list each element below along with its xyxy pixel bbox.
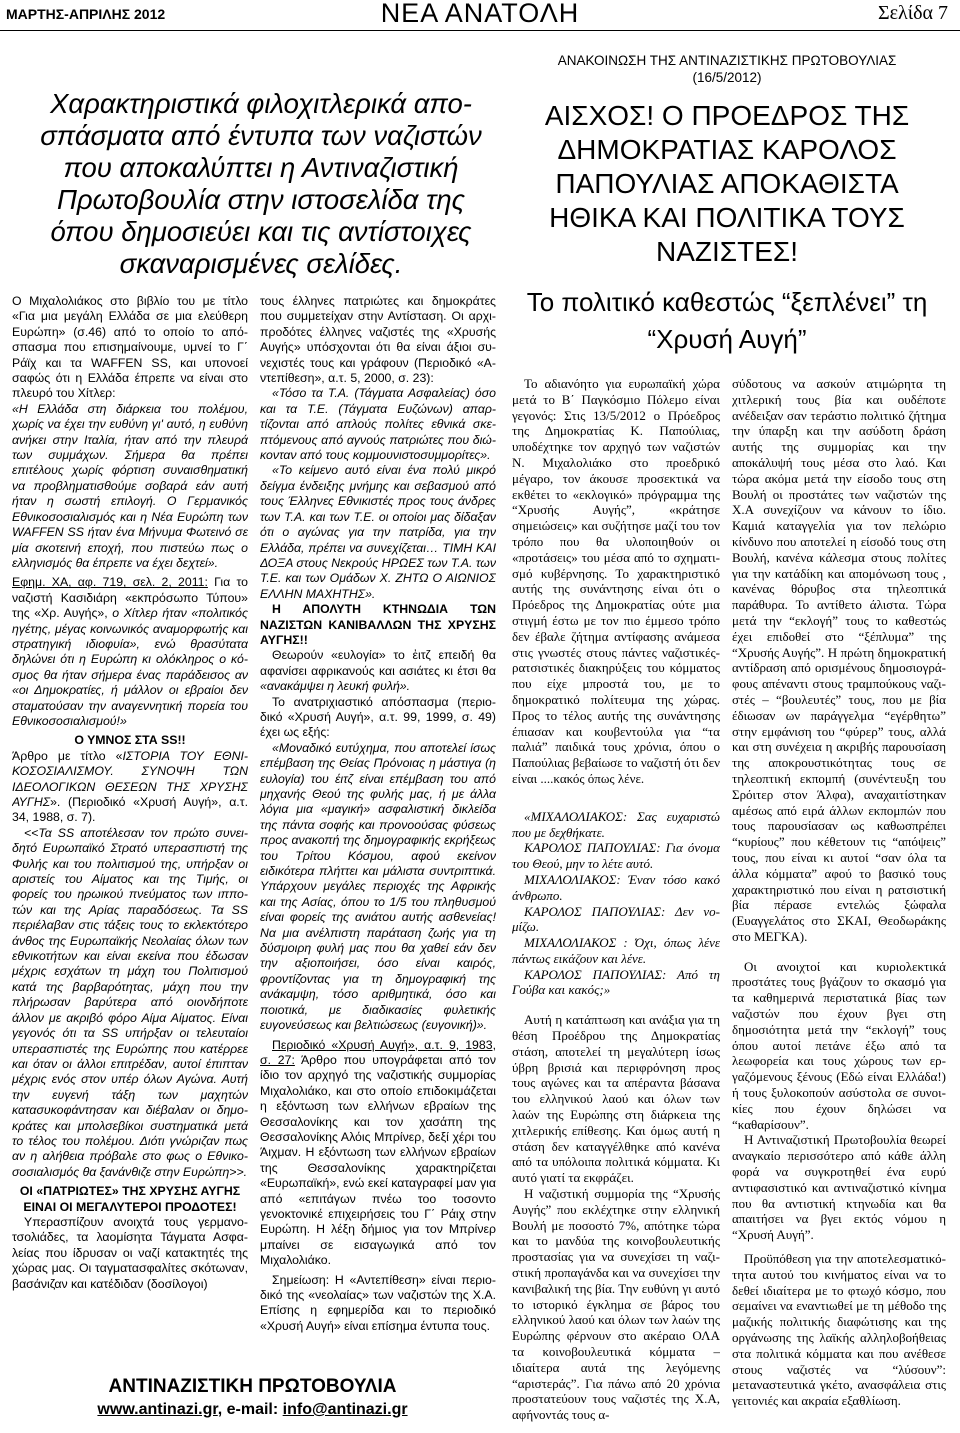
- footer-links: [55, 1399, 450, 1421]
- paragraph: [260, 1038, 496, 1269]
- paragraph: Υπερασπίζουν ανοιχτά τους γερμανοτσολιάδες, τα λαομίσητα Τάγματα Ασφαλείας που ίδρυσαν οι ναζί κατακτητές της χώρας μας. Οι ταγματασφαλίτες σκότωναν, βασάνιζαν και κατέδιδαν (δοσίλογοι): [12, 1214, 248, 1291]
- citation: Εφημ. ΧΑ, αφ. 719, σελ. 2, 2011:: [12, 575, 208, 590]
- text: Άρθρο που υπογράφεται από τον ίδιο τον αρχηγό της ναζιστικής συμμορίας Μιχαλολιάκο, και στο οποίο επιδοκιμάζεται η εξόντωση των ελλήνων εβραίων της Θεσσαλονίκης και τον χασάπη της Θεσσαλονίκης Αλόις Μπρίνερ, δεξί χέρι του Άιχμαν. Η εξόντωση των ελλήνων εβραίων της Θεσσαλονίκης χαρακτηρίζεται «Ευρωπαϊκή», ενώ εκεί καταγραφεί μαν για από «επιτάγων πνέω τοο τοσοντο γενοκτονικέ επιχειρήσεις του Γ΄ Ράιχ στην Ευρώπη. Η λέξη δήμιος για τον Μπρίνερ μπαίνει σε εισαγωγικά από τον Μιχαλολιάκο.: [260, 1052, 496, 1268]
- article-title: ΙΣΤΟΡΙΑ ΤΟΥ ΕΘΝΙΚΟΣΟΣΙΑΛΙΣΜΟΥ. ΣΥΝΟΨΗ ΤΩΝ ΙΔΕΟΛΟΓΙΚΩΝ ΘΕΣΕΩΝ ΤΗΣ ΧΡΥΣΗΣ ΑΥΓΗΣ: [12, 748, 248, 809]
- left-article-title: Χαρακτηριστικά φιλοχιτλερικά αποσπάσματα από έντυπα των ναζιστών που αποκαλύπτει η Αντιναζιστική Πρωτοβουλία στην ιστοσελίδα της όπου δημοσιεύει και τις αντίστοιχες σκαναρισμένες σελίδες.: [40, 88, 482, 279]
- quote: «Η Ελλάδα στη διάρκεια του πολέμου, χωρίς να έχει την ευθύνη γι' αυτό, η ευθύνη ανήκει στην Ιταλία, ήταν από την πλευρά των συμμάχων. Σήμερα θα πρέπει επιτέλους χωρίς φόρτιση συναισθηματική να προβληματισθούμε σοβαρά εάν αυτή ήταν η σωστή επιλογή. Ο Γερμανικός Εθνικοσοσιαλισμός και η Νέα Ευρώπη των WAFFEN SS ήταν ένα Μήνυμα Φωτεινό σε μία σκοτεινή εποχή, που πιστεύω πως ο ελληνισμός θα έπρεπε να έχει δεχτεί».: [12, 401, 248, 570]
- dialogue-line: ΚΑΡΟΛΟΣ ΠΑΠΟΥΛΙΑΣ: Για όνομα του Θεού, μην το λέτε αυτό.: [512, 840, 720, 872]
- subheading: Ο ΥΜΝΟΣ ΣΤΑ SS!!: [74, 733, 186, 748]
- paragraph: [260, 648, 496, 694]
- paragraph: τους έλληνες πατριώτες και δημοκράτες που συμμετείχαν στην Αντίσταση. Οι αρχι-προδότες έλληνες ναζιστές της «Χρυσής Αυγής» υπόσχονται ότι θα είναι άξιοι συνεχιστές τους και γράφουν (Περιοδικό «Αντεπίθεση», α.τ. 5, 2000, σ. 23):: [260, 294, 496, 386]
- text: Θεωρούν «ευλογία» το ἐιτζ επειδή θα αφανίσει αφρικανούς και ασιάτες κι έτσι θα: [260, 648, 496, 678]
- paragraph: [12, 749, 248, 826]
- paragraph: Το ανατριχιαστικό απόσπασμα (περιοδικό «Χρυσή Αυγή», α.τ. 99, 1999, σ. 49) έχει ως εξής:: [260, 694, 496, 740]
- paragraph: Οι ανοιχτοί και κυριολεκτικά προστάτες τους βγάζουν το σκασμό για τα καθημερινά περιστατικά βίας των ναζιστών που έχουν βγει στη δημοσιότητα μετά την “εκλογή” τους όπου αυτοί πετάνε έξω από τα λεωφορεία και τους χώρους των εργαζόμενους ξένους (Εδώ είναι Ελλάδα!) ή τους ξυλοκοπούν ασύστολα σε συνοικίες που έχουν δηλώσει να “καθαρίσουν”.: [732, 958, 946, 1132]
- dialogue-line: «ΜΙΧΑΛΟΛΙΑΚΟΣ: Σας ευχαριστώ που με δεχθήκατε.: [512, 808, 720, 840]
- quote: ο Χίτλερ ήταν «πολιτικός ηγέτης, μέγας κοινωνικός αναμορφωτής και στρατηγική ιδιοφυία», ενώ θρασύτατα δηλώνει ότι η Ευρώπη κι ολόκληρος ο κόσμος θα ήταν σήμερα ένας παράδεισος αν «οι Δημοκρατίες, ή μάλλον οι εβραίοι δεν σταματούσαν την αναγεννητική πορεία του Εθνικοσοσιαλισμού!»: [12, 606, 248, 728]
- kicker-title: ΑΝΑΚΟΙΝΩΣΗ ΤΗΣ ΑΝΤΙΝΑΖΙΣΤΙΚΗΣ ΠΡΩΤΟΒΟΥΛΙΑΣ: [557, 53, 897, 68]
- right-article-subhead: Το πολιτικό καθεστώς “ξεπλένει” τη “Χρυσή Αυγή”: [526, 287, 928, 354]
- announcement-kicker: [512, 52, 942, 86]
- subheading: ΟΙ «ΠΑΤΡΙΩΤΕΣ» ΤΗΣ ΧΡΥΣΗΣ ΑΥΓΗΣ ΕΙΝΑΙ ΟΙ ΜΕΓΑΛΥΤΕΡΟΙ ΠΡΟΔΟΤΕΣ!: [19, 1184, 241, 1214]
- page-header: [0, 0, 960, 31]
- paragraph: Η ναζιστική συμμορία της “Χρυσής Αυγής” που εκλέχτηκε στην ελληνική Βουλή με ποσοστό 7%, απότηκε τώρα και το μανδύα της κοινοβουλευτικής προστασίας για να συνεχίσει τη ναζιστική προπαγάνδα και να συνεχίσει την κανιβαλική της βία. Την ευθύνη γι αυτό το ιστορικό έγκλημα σε βάρος του ελληνικού λαού και όλων των λαών της Ευρώπης φέρνουν στο ακέραιο ΟΛΑ τα κοινοβουλευτικά κόμματα – ιδιαίτερα αυτά της λεγόμενης “αριστεράς”. Για πάνω από 20 χρόνια προστατεύουν τους ναζιστές της Χ.Α, αφήνοντάς τους α-: [512, 1186, 720, 1423]
- paragraph: σύδοτους να ασκούν ατιμώρητα τη χιτλερική τους βία και ουδέποτε ανέδειξαν σαν τεράστιο πολιτικό ζήτημα την ύπαρξη και την ασύδοτη δράση αυτής της συμμορίας και την αποκάλυψή τους μέσα στο λαό. Και τώρα ακόμα μετά την είσοδο τους στη Βουλή οι προστάτες των ναζιστών της Χ.Α συνεχίζουν να κάνουν το ίδιο. Καμιά καταγγελία για τον πελώριο κίνδυνο που αποτελεί η είσοδό τους στη Βουλή, κανένα κάλεσμα στους πολίτες για την κατάδίκη και απομόνωση τους , κανένας θόρυβος στα τηλεοπτικά παράθυρα. Το αντίθετο άλιστα. Τώρα μετά την “εκλογή” τους το καθεστώς έχει επιδοθεί στο “ξέπλυμα” της “Χρυσής Αυγής”. Η πρώτη δημοκρατική αντίδραση από ορισμένους δημοσιογράφους απέναντι στους τραμπούκους ναζιστές – “βουλευτές” τους, που με βία έδιωσαν ων παράγγελμα “εγέρθητω” στην εμφάνιση του “φύρερ” τους, αλλά και στη συνέχεια η ακριβής παρουσίαση της αποκρουστικότητας τους σε τηλεοπτική εκπομπή (συνέντευξη του Σρόιτερ στον Άλφα), αναχαιτίστηκαν αμέσως από ειρά άλλων εκπομπών που τους παρουσίασαν ως καθωσπρέπει “κυρίους” που κέθετουν τις “απόψεις” τους, που είναι κι αυτοί “σαν όλα τα άλλα κόμματα” αφού το βασικό τους χαρακτηριστικό που είναι η ρατσιστική βία πέρασε εντελώς ξώφαλα (Ευαγγελάτος στο ΣΚΑΙ, Θεοδωράκης στο ΜΕΓΚΑ).: [732, 376, 946, 944]
- paragraph: Η Αντιναζιστική Πρωτοβουλία θεωρεί αναγκαίο περισσότερο από κάθε άλλη φορά να συγκροτηθεί ένα ευρύ αντιφασιστικό και αντιναζιστικό κίνημα που θα αντιστική κτηνωδία και θα απαιτήσει να βγει εκτός νόμου η “Χρυσή Αυγή”.: [732, 1132, 946, 1243]
- quote: «Μοναδικό ευτύχημα, που αποτελεί ίσως επέμβαση της Θείας Πρόνοιας η μάστιγα (η ευλογία) του έιτζ είναι επέμβαση του από μηχανής Θεού της φυλής μας, ή με άλλα λόγια μια «μαγική» ασφαλιστική δικλείδα της πάντα σοφής και προνοούσας φύσεως προς ανακοπή της δημογραφικής εκρήξεως του Τρίτου Κόσμου, αφού εκείνον ειδικότερα πλήττει και μάλιστα συντριπτικά. Υπάρχουν μεγάλες περιοχές της Αφρικής και της Ασίας, όπου το 1/5 του πληθυσμού είναι φορείς της ανιάτου αυτής ασθενείας! Να μια ανέλπιστη παράταση ζωής για τη δύσμοιρη φυλή μας που θα χαθεί εάν δεν την αξιοποιήσει, όσο είναι καιρός, φροντίζοντας για τη δημογραφική της ανάκαμψη, τόσο αριθμητικά, όσο και ποιοτικά, με διαδικασίες φυλετικής ευγονεύσεως και βελτιώσεως (ευγονική)».: [260, 740, 496, 1033]
- subheading: Η ΑΠΟΛΥΤΗ ΚΤΗΝΩΔΙΑ ΤΩΝ ΝΑΖΙΣΤΩΝ ΚΑΝΙΒΑΛΛΩΝ ΤΗΣ ΧΡΥΣΗΣ ΑΥΓΗΣ!!: [260, 602, 496, 647]
- right-article-column-1: [512, 376, 720, 1430]
- page-number: Σελίδα 7: [877, 2, 948, 24]
- right-article-headline: ΑΙΣΧΟΣ! Ο ΠΡΟΕΔΡΟΣ ΤΗΣ ΔΗΜΟΚΡΑΤΙΑΣ ΚΑΡΟΛΟΣ ΠΑΠΟΥΛΙΑΣ ΑΠΟΚΑΘΙΣΤΑ ΗΘΙΚΑ ΚΑΙ ΠΟΛΙΤΙΚΑ ΤΟΥΣ ΝΑΖΙΣΤΕΣ!: [544, 100, 910, 267]
- dialogue-line: ΚΑΡΟΛΟΣ ΠΑΠΟΥΛΙΑΣ: Δεν νομίζω.: [512, 903, 720, 935]
- paragraph: Αυτή η κατάπτωση και ανάξια για τη θέση Προέδρου της Δημοκρατίας στάση, αποτελεί τη μεγαλύτερη ίσως ύβρη βρισιά και περιφρόνηση προς τους αγώνες και τα απέραντα βάσανα του ελληνικού λαού και όλων των λαών της Ευρώπης στη διάρκεια της χιτλερικής επίθεσης. Και όμως αυτή η στάση δεν καταγγέλθηκε από κανένα από τα υπόλοιπα πολιτικά κόμματα. Κι αυτό γιατί τα εκφράζει.: [512, 1012, 720, 1186]
- dialogue-line: ΚΑΡΟΛΟΣ ΠΑΠΟΥΛΙΑΣ: Από τη Γούβα και κακός;»: [512, 966, 720, 998]
- quote: «Τόσο τα Τ.Α. (Τάγματα Ασφαλείας) όσο και τα Τ.Ε. (Τάγματα Ευζώνων) απαρτίζονται από απλούς πολίτες εθνικά σκεπτόμενους από αγνούς πατριώτες που διώκονταν από τους κομμουνιστοσυμμορίτες».: [260, 386, 496, 463]
- quote: «ανακάμψει η λευκή φυλή».: [260, 679, 411, 694]
- footer-contact: [55, 1375, 450, 1421]
- left-article-column-2: [260, 294, 496, 1360]
- left-article-column-1: [12, 294, 248, 1360]
- website-link[interactable]: www.antinazi.gr: [97, 1401, 218, 1418]
- paragraph: [12, 575, 248, 729]
- email-link[interactable]: info@antinazi.gr: [282, 1401, 408, 1418]
- paragraph: Προϋπόθεση για την αποτελεσματικότητα αυτού του κινήματος είναι να το δεθεί ιδιαίτερα με το φτωχό κόσμο, που σεμαίνει να εναντιωθεί με τη μέθοδο της μαζικής πολιτικής διαφώτισης και της οργάνωσης της λαϊκής αλληλοβοήθειας στα πολιτικά κόμματα και που ανέθεσε στους ναζιστές να “λύσουν”: μεταναστευτικά γκέτο, ανασφάλεια στις γειτονιές και ακραία εξαθλίωση.: [732, 1251, 946, 1409]
- text: ». (Περιοδικό «Χρυσή Αυγή», α.τ. 34, 1988, σ. 7).: [12, 795, 248, 825]
- paragraph: Ο Μιχαλολιάκος στο βιβλίο του με τίτλο «Για μια μεγάλη Ελλάδα σε μια ελεύθερη Ευρώπη» (σ.46) από το οποίο το απόσπασμα που επισημαίνουμε, υμνεί το Γ΄ Ράϊχ και τα WAFFEN SS, και υπονοεί σαφώς ότι η Ελλάδα έπρεπε να είναι στο πλευρό του Χίτλερ:: [12, 294, 248, 401]
- quote: <<Τα SS αποτέλεσαν τον πρώτο συνειδητό Ευρωπαϊκό Στρατό υπερασπιστή της Φυλής και του πολιτισμού της, υπήρξαν οι αριστείς του Αίματος και της Τιμής, οι φορείς του ηρωικού πνεύματος των ιπποτών και της Αρίας παραδόσεως. Τα SS περιέλαβαν στις τάξεις τους το εκλεκτότερο άνθος της Ευρωπαϊκής Νεολαίας όλων των εθνικοτήτων και είναι εκείνα που έδωσαν μέχρις εσχάτων τη μάχη του Πολιτισμού κατά της βαρβαρότητας, μάχη που την πλήρωσαν βαρύτερα από οιονδήποτε άλλον με ακριβό φόρο Αίμα Αίματος. Είναι γεγονός ότι τα SS υπήρξαν οι τελευταίοι υπερασπιστές της Ευρώπης που κατέρρεε και όταν οι άλλοι επιτρέδαν, αυτοί έπιπταν μέχρις ενός στον υπέρ όλων Αγώνα. Αυτή την ευγενή τάξη των μαχητών κατασυκοφάντησαν και διέβαλαν οι δημοκράτες και μπολσεβίκοι συστηματικά μετά το τέλος του πολέμου. Διότι γνώριζαν πως αν η αλήθεια πρόβαλε στο φως ο Εθνικοσοσιαλισμός θα ξανάνθιζε στην Ευρώπη>>.: [12, 825, 248, 1179]
- right-article-column-2: [732, 376, 946, 1430]
- footer-org: ΑΝΤΙΝΑΖΙΣΤΙΚΗ ΠΡΩΤΟΒΟΥΛΙΑ: [108, 1376, 397, 1397]
- dialogue-line: ΜΙΧΑΛΟΛΙΑΚΟΣ : Όχι, όπως λένε πάντως εικάζουν και λένε.: [512, 935, 720, 966]
- note: Σημείωση: Η «Αντεπίθεση» είναι περιοδικό της «νεολαίας» των ναζιστών της Χ.Α. Επίσης η εφημερίδα και το περιοδικό «Χρυσή Αυγή» είναι επίσημα έντυπα τους.: [260, 1272, 496, 1333]
- text: Για το ναζιστή Κασιδιάρη «εκπρόσωπο Τύπου» της «Χρ. Αυγής»,: [12, 575, 248, 621]
- citation: Περιοδικό «Χρυσή Αυγή», α.τ. 9, 1983, σ. 27:: [260, 1037, 496, 1067]
- issue-date: ΜΑΡΤΗΣ-ΑΠΡΙΛΗΣ 2012: [6, 6, 166, 22]
- newspaper-name: ΝΕΑ ΑΝΑΤΟΛΗ: [380, 0, 580, 28]
- paragraph: Το αδιανόητο για ευρωπαϊκή χώρα μετά το Β΄ Παγκόσμιο Πόλεμο είναι γεγονός: Στις 13/5/2012 ο Πρόεδρος της Δημοκρατίας Κ. Παπούλιας, υποδέχτηκε τον αρχηγό των ναζιστών Ν. Μιχαλολιάκο στο προεδρικό μέγαρο, τον άκουσε προσεκτικά να εκθέτει το «εκλογικό» πρόγραμμα της “Χρυσής Αυγής”, «κράτησε σημειώσεις» και συζήτησε μαζί του τον τρόπο που θα υλοποιηθούν οι «προτάσεις» του μέσα από το σχηματισμό κυβέρνησης. Το χαρακτηριστικό αυτής της συνάντησης είναι ότι ο Πρόεδρος της Δημοκρατίας ούτε μια στιγμή έστω με τον πιο έμμεσο τρόπο δεν έβαλε ζήτημα αντίφασης ανάμεσα στις γνωστές στους πάντες ναζιστικές- ρατσιστικές διακηρύξεις του κόμματος που είχε μπροστά του, με το δημοκρατικό πολίτευμα της χώρας. Προς το τέλος αυτής της συνάντησης έπιασαν και κουβεντούλα για “τα παλιά” παιδικά τους χρόνια, όπου ο Παπούλιας βεβαίωσε το ναζιστή ότι δεν είναι ....κακός όπως λένε.: [512, 376, 720, 786]
- separator: , e-mail:: [217, 1401, 283, 1418]
- kicker-date: (16/5/2012): [692, 70, 762, 85]
- quote: «Το κείμενο αυτό είναι ένα πολύ μικρό δείγμα ένδειξης μνήμης και σεβασμού από τους Έλληνες Εθνικιστές προς τους άνδρες των Τ.Α. και των Τ.Ε. οι οποίοι μας δίδαξαν ότι ο αγώνας για την πατρίδα, για την Ελλάδα, πρέπει να συνεχίζεται… ΤΙΜΗ ΚΑΙ ΔΟΞΑ στους Νεκρούς ΗΡΩΕΣ των Τ.Α. των Τ.Ε. και των Ομάδων Χ. ΖΗΤΩ Ο ΑΙΩΝΙΟΣ ΕΛΛΗΝ ΜΑΧΗΤΗΣ».: [260, 463, 496, 601]
- text: Άρθρο με τίτλο «: [12, 748, 123, 763]
- dialogue-line: ΜΙΧΑΛΟΛΙΑΚΟΣ: Έναν τόσο κακό άνθρωπο.: [512, 871, 720, 903]
